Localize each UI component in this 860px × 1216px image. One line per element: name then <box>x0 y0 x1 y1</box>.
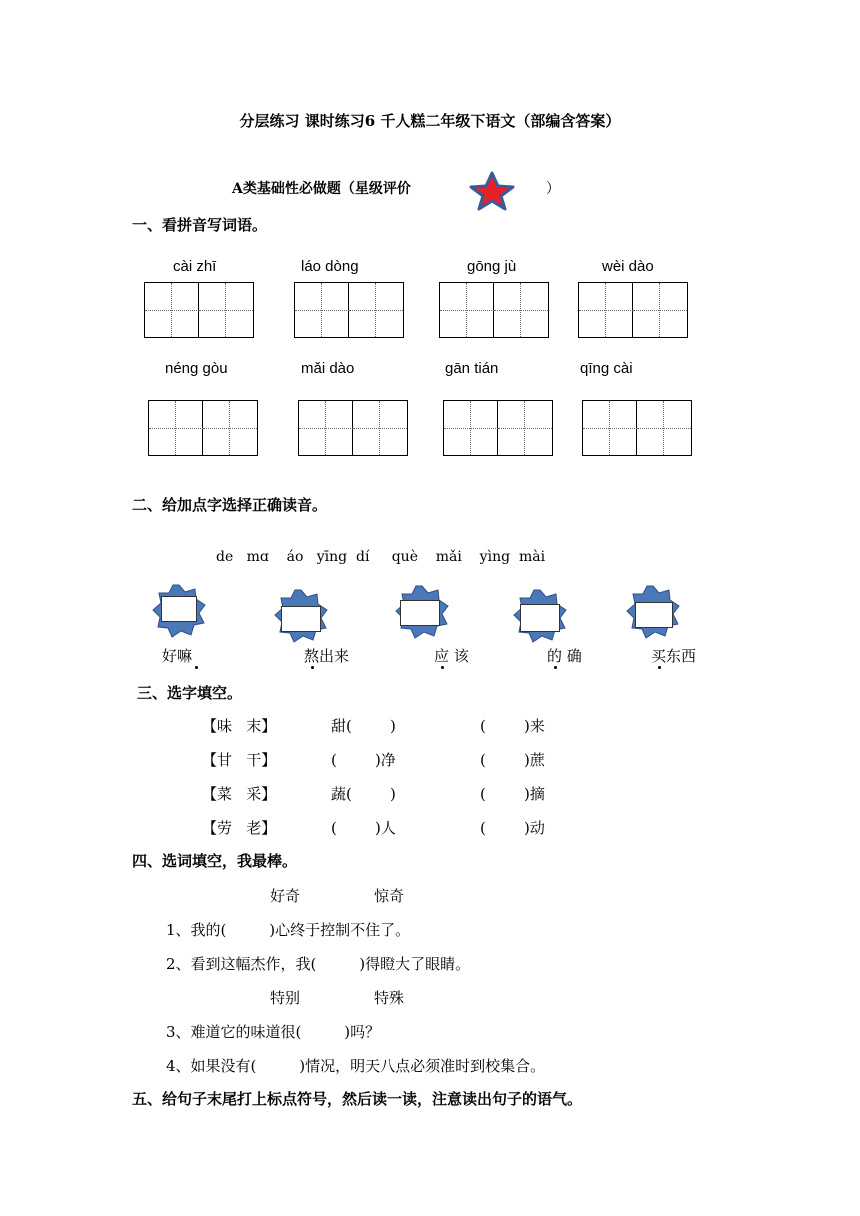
pinyin: láo dòng <box>301 258 359 275</box>
subtitle: A类基础性必做题（星级评价 <box>232 181 411 197</box>
fill-blank[interactable]: 蔬( ) <box>331 785 396 803</box>
fill-blank[interactable]: ( )人 <box>331 819 396 837</box>
sentence[interactable]: 3、难道它的味道很( )吗？ <box>166 1023 381 1041</box>
section-1-heading: 一、看拼音写词语。 <box>132 216 268 234</box>
writing-grid[interactable] <box>439 282 549 338</box>
fill-blank[interactable]: ( )蔗 <box>480 751 545 769</box>
writing-grid[interactable] <box>578 282 688 338</box>
fill-blank[interactable]: ( )净 <box>331 751 396 769</box>
dotted-word: 应 该 <box>434 647 469 665</box>
word-option: 好奇 <box>270 887 301 905</box>
page-title: 分层练习 课时练习6 千人糕二年级下语文（部编含答案） <box>239 112 621 130</box>
subtitle-close: ） <box>546 181 560 197</box>
reading-options: de mɑ áo yīng dí què mǎi yìng mài <box>216 549 546 565</box>
dotted-word: 的 确 <box>547 647 582 665</box>
char-choice: 【菜 采】 <box>202 785 277 803</box>
sentence[interactable]: 4、如果没有( )情况，明天八点必须准时到校集合。 <box>166 1057 546 1075</box>
writing-grid[interactable] <box>144 282 254 338</box>
char-choice: 【劳 老】 <box>202 819 277 837</box>
fill-blank[interactable]: ( )来 <box>480 717 545 735</box>
fill-blank[interactable]: ( )摘 <box>480 785 545 803</box>
word-option: 特别 <box>270 989 301 1007</box>
pinyin: mǎi dào <box>301 360 355 377</box>
section-4-heading: 四、选词填空，我最棒。 <box>132 852 298 870</box>
section-5-heading: 五、给句子末尾打上标点符号，然后读一读，注意读出句子的语气。 <box>132 1090 583 1108</box>
word-option: 特殊 <box>374 989 405 1007</box>
sentence[interactable]: 1、我的( )心终于控制不住了。 <box>166 921 411 939</box>
char-choice: 【味 末】 <box>202 717 277 735</box>
word-option: 惊奇 <box>374 887 405 905</box>
answer-badge[interactable] <box>151 583 207 639</box>
writing-grid[interactable] <box>294 282 404 338</box>
char-choice: 【甘 干】 <box>202 751 277 769</box>
pinyin: néng gòu <box>165 360 228 377</box>
emphasis-dot <box>658 666 661 669</box>
writing-grid[interactable] <box>582 400 692 456</box>
answer-badge[interactable] <box>273 588 329 644</box>
writing-grid[interactable] <box>148 400 258 456</box>
pinyin: gōng jù <box>467 258 517 275</box>
writing-grid[interactable] <box>443 400 553 456</box>
pinyin: qīng cài <box>580 360 633 377</box>
sentence[interactable]: 2、看到这幅杰作，我( )得瞪大了眼睛。 <box>166 955 471 973</box>
emphasis-dot <box>195 666 198 669</box>
section-3-heading: 三、选字填空。 <box>137 684 243 702</box>
dotted-word: 买东西 <box>651 647 697 665</box>
dotted-word: 好嘛 <box>162 647 193 665</box>
answer-badge[interactable] <box>512 588 568 644</box>
emphasis-dot <box>311 666 314 669</box>
section-2-heading: 二、给加点字选择正确读音。 <box>132 496 328 514</box>
fill-blank[interactable]: 甜( ) <box>331 717 396 735</box>
pinyin: cài zhī <box>173 258 217 275</box>
emphasis-dot <box>441 666 444 669</box>
answer-badge[interactable] <box>625 584 681 640</box>
pinyin: gān tián <box>445 360 499 377</box>
emphasis-dot <box>554 666 557 669</box>
writing-grid[interactable] <box>298 400 408 456</box>
dotted-word: 熬出来 <box>304 647 350 665</box>
star-icon <box>467 171 517 211</box>
answer-badge[interactable] <box>394 584 450 640</box>
pinyin: wèi dào <box>602 258 654 275</box>
fill-blank[interactable]: ( )动 <box>480 819 545 837</box>
